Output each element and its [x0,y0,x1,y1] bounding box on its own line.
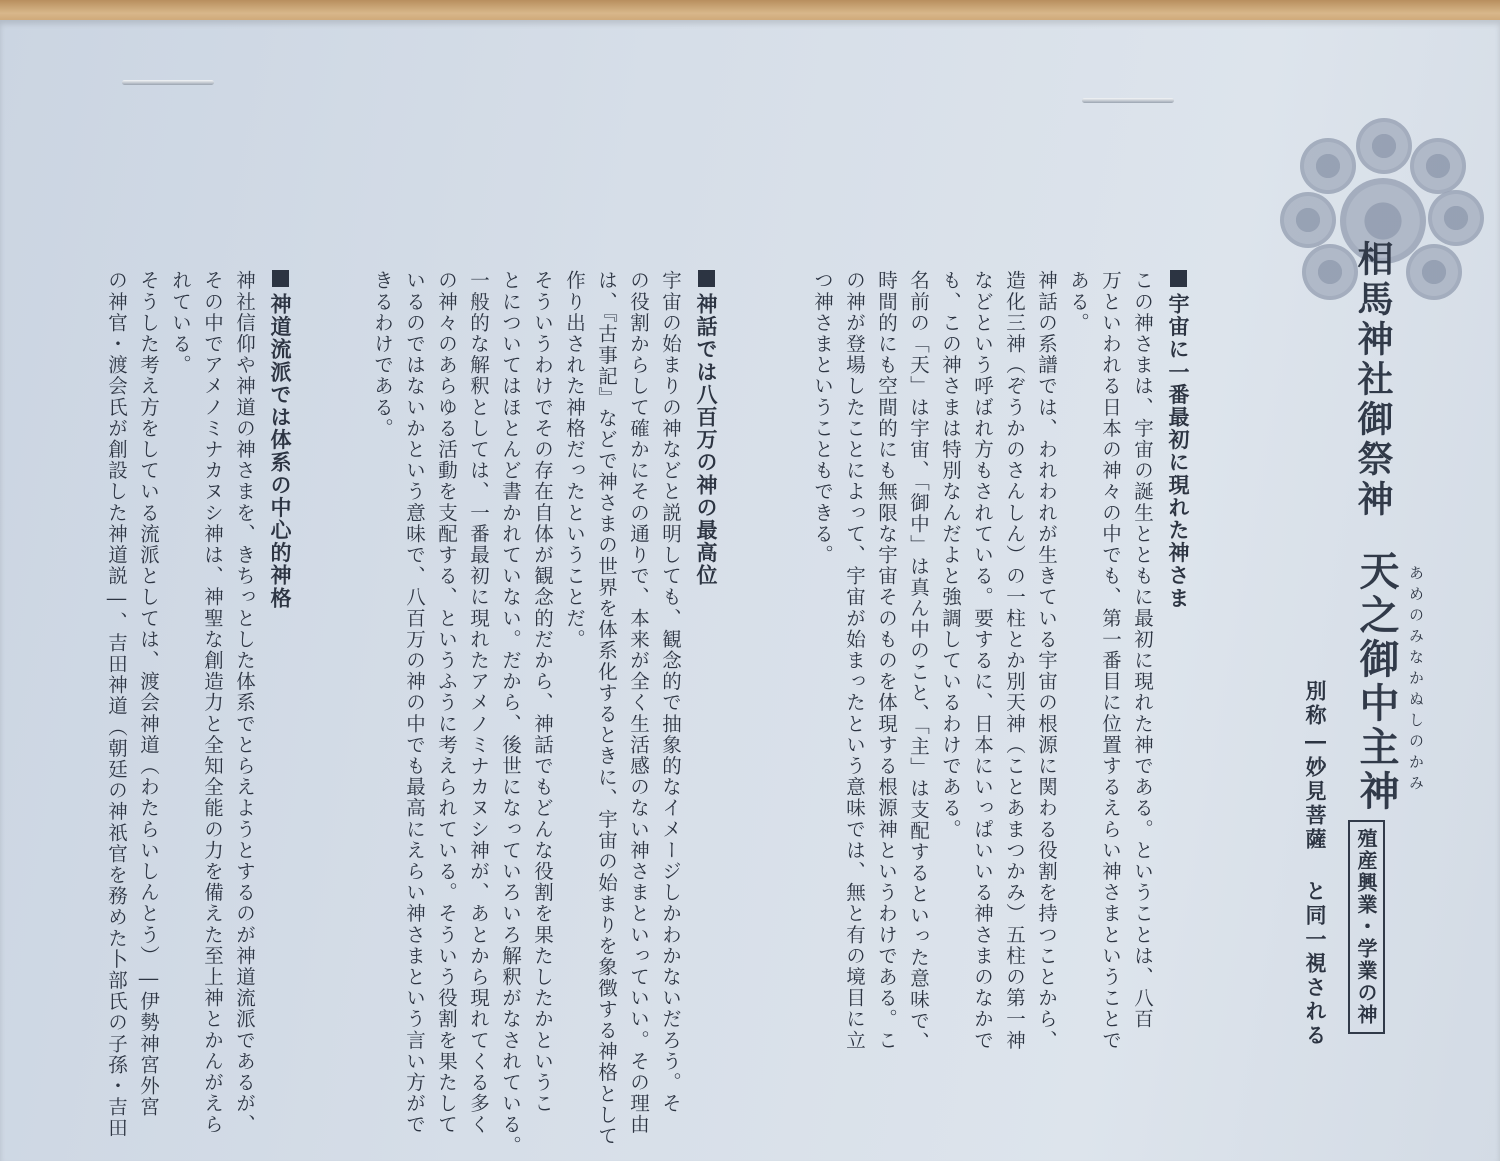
section-1 [806,270,1194,1052]
binding-staple-right [1082,98,1174,103]
section-1-line: 万といわれる日本の神々の中でも、第一番目に位置するえらい神さまということで [1099,270,1122,1051]
section-1-line: の神が登場したことによって、宇宙が始まったという意味では、無と有の境目に立 [843,270,866,1051]
section-2-line: は、『古事記』などで神さまの世界を体系化するときに、宇宙の始まりを象徴する神格として [595,270,618,1147]
section-3-line: その中でアメノミナカヌシ神は、神聖な創造力と全知全能の力を備えた至上神とかんがえら [201,270,224,1136]
section-1-line: 造化三神（ぞうかのさんしん）の一柱とか別天神（ことあまつかみ）五柱の第一神 [1003,270,1026,1051]
section-3-line: そうした考え方をしている流派としては、渡会神道（わたらいしんとう）―伊勢神宮外宮 [137,270,160,1118]
benefit-badge: 殖産興業・学業の神 [1348,820,1385,1034]
heading-marker-icon [272,270,289,287]
section-3-line: れている。 [169,270,192,376]
section-3-heading: 神道流派では体系の中心的神格 [264,270,296,1139]
deity-name: 天之御中主神 [1353,550,1400,814]
section-2-line: 宇宙の始まりの神などと説明しても、観念的で抽象的なイメージしかわかないだろう。そ [659,270,682,1114]
book-page [0,20,1500,1161]
section-1-line: も、この神さまは特別なんだよと強調しているわけである。 [939,270,962,840]
section-2 [366,270,722,1156]
alias-label: 別称―妙見菩薩 [1303,680,1328,852]
section-1-line: ある。 [1067,270,1090,334]
heading-marker-icon [1170,270,1187,287]
section-2-line: の役割からして確かにその通りで、本来が全く生活感のない神さまといっていい。その理由 [627,270,650,1136]
section-2-heading: 神話では八百万の神の最高位 [690,270,722,1156]
identified-suffix: と同一視される [1303,880,1328,1048]
binding-staple-left [122,80,214,85]
shrine-label: 相馬神社御祭神 [1352,240,1394,520]
section-2-line: きるわけである。 [371,270,394,439]
section-2-line: 一般的な解釈としては、一番最初に現れたアメノミナカヌシ神が、あとから現れてくる多く [467,270,490,1136]
deity-reading: あめのみなかぬしのかみ [1407,565,1425,796]
section-2-line: の神々のあらゆる活動を支配する、というふうに考えられている。そういう役割を果たして [435,270,458,1136]
section-1-line: などという呼ばれ方もされている。要するに、日本にいっぱいいる神さまのなかで [971,270,994,1051]
section-1-line: 名前の「天」は宇宙、「御中」は真ん中のこと、「主」は支配するといった意味で、 [907,270,930,1053]
section-3 [100,270,296,1139]
section-1-heading: 宇宙に一番最初に現れた神さま [1162,270,1194,1052]
section-2-line: そういうわけでその存在自体が観念的だから、神話でもどんな役割を果たしたかというこ [531,270,554,1114]
section-3-line: 神社信仰や神道の神さまを、きちっとした体系でとらえようとするのが神道流派であるが、 [233,270,256,1136]
section-1-line: 時間的にも空間的にも無限な宇宙そのものを体現する根源神というわけである。こ [875,270,898,1051]
section-2-line: 作り出された神格だったということだ。 [563,270,586,650]
section-3-line: の神官・渡会氏が創設した神道説―、吉田神道（朝廷の神祇官を務めた卜部氏の子孫・吉田 [105,270,128,1139]
section-2-line: いるのではないかという意味で、八百万の神の中でも最高にえらい神さまという言い方がで [403,270,426,1136]
section-1-line: この神さまは、宇宙の誕生とともに最初に現れた神である。ということは、八百 [1131,270,1154,1030]
section-2-line: とについてはほとんど書かれていない。だから、後世になっていろいろ解釈がなされている。 [499,270,522,1157]
heading-marker-icon [698,270,715,287]
section-1-line: 神話の系譜では、われわれが生きている宇宙の根源に関わる役割を持つことから、 [1035,270,1058,1051]
section-1-line: つ神さまということもできる。 [811,270,834,566]
